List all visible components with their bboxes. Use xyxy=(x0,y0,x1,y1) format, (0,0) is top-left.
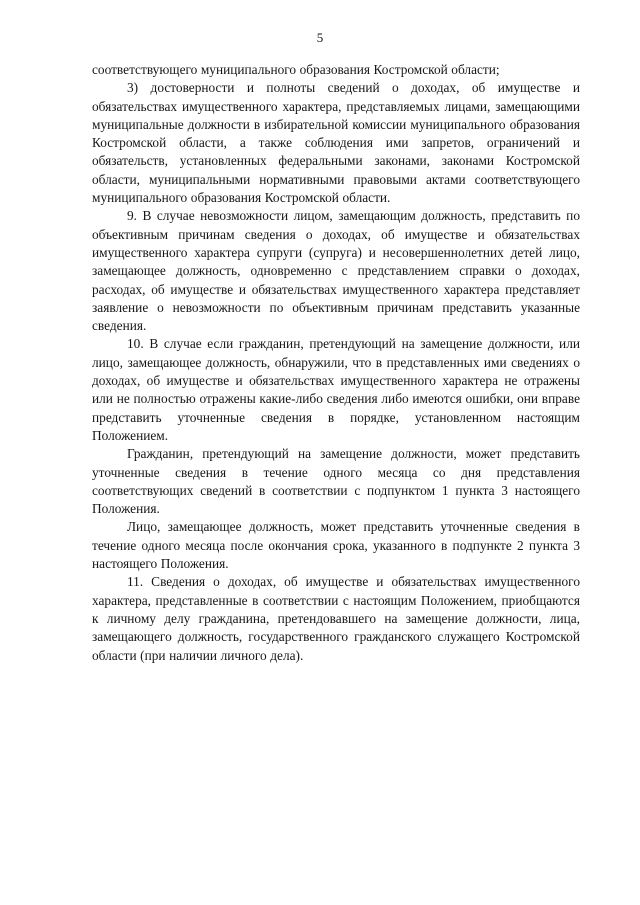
paragraph-item-10-official: Лицо, замещающее должность, может представить уточненные сведения в течение одного месяца после окончания срока, указанного в подпункте 2 пункта 3 настоящего Положения. xyxy=(92,519,580,572)
paragraph-item-11: 11. Сведения о доходах, об имуществе и обязательствах имущественного характера, представленные в соответствии с настоящим Положением, приобщаются к личному делу гражданина, претендовавшего на замещение должности, лица, замещающего должность, государственного гражданского служащего Костромской области (при наличии личного дела). xyxy=(92,574,580,663)
paragraph-item-10: 10. В случае если гражданин, претендующий на замещение должности, или лицо, замещающее должность, обнаружили, что в представленных ими сведениях о доходах, об имуществе и обязательствах имущественного характера не отражены или не полностью отражены какие-либо сведения либо имеются ошибки, они вправе представить уточненные сведения в порядке, установленном настоящим Положением. xyxy=(92,336,580,443)
paragraph-item-10-citizen: Гражданин, претендующий на замещение должности, может представить уточненные сведения в течение одного месяца со дня представления соответствующих сведений в соответствии с подпунктом 1 пункта 3 настоящего Положения. xyxy=(92,446,580,517)
document-body xyxy=(92,61,580,665)
paragraph-item-3: 3) достоверности и полноты сведений о доходах, об имуществе и обязательствах имущественного характера, представляемых лицами, замещающими муниципальные должности в избирательной комиссии муниципального образования Костромской области, а также соблюдения ими запретов, ограничений и обязательств, установленных федеральными законами, законами Костромской области, муниципальными нормативными правовыми актами соответствующего муниципального образования Костромской области. xyxy=(92,80,580,206)
paragraph-continuation: соответствующего муниципального образования Костромской области; xyxy=(92,62,500,77)
paragraph-item-9: 9. В случае невозможности лицом, замещающим должность, представить по объективным причинам сведения о доходах, об имуществе и обязательствах имущественного характера супруги (супруга) и несовершеннолетних детей лицо, замещающее должность, одновременно с представлением справки о доходах, расходах, об имуществе и обязательствах имущественного характера представляет заявление о невозможности по объективным причинам представить указанные сведения. xyxy=(92,208,580,334)
page-number: 5 xyxy=(316,30,324,45)
